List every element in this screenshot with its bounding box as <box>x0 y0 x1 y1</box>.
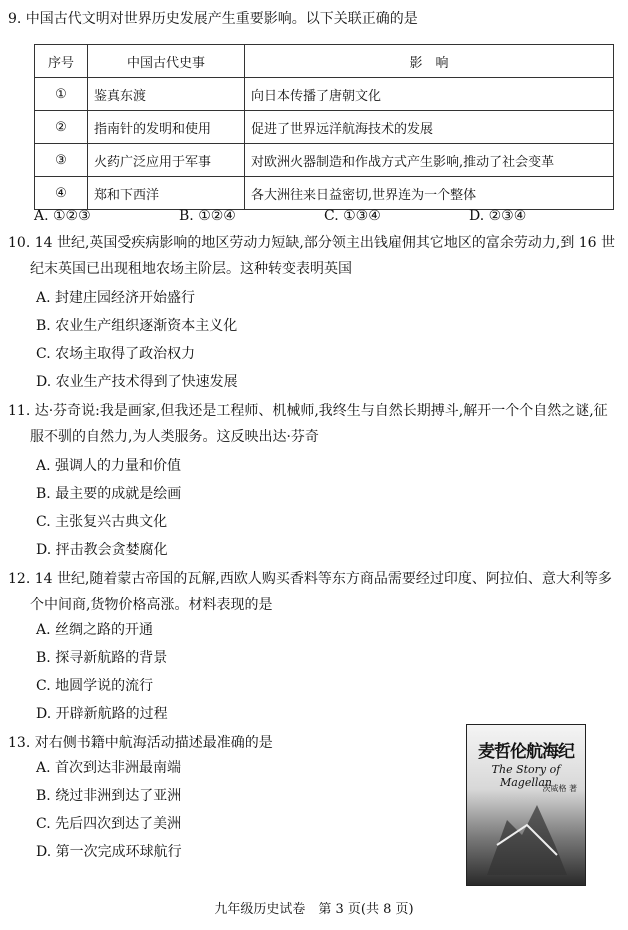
table-row <box>35 78 614 111</box>
option-a[interactable]: A. ①②③ <box>34 208 91 224</box>
table-cell: ② <box>35 111 88 144</box>
table-row <box>35 111 614 144</box>
table-cell: ④ <box>35 177 88 210</box>
option-a[interactable]: A. 强调人的力量和价值 <box>36 458 182 474</box>
history-table <box>34 44 614 210</box>
question-12 <box>8 566 620 618</box>
ship-illustration-icon <box>467 725 585 885</box>
option-c[interactable]: C. 农场主取得了政治权力 <box>36 346 196 362</box>
question-13 <box>8 730 448 756</box>
table-cell: ① <box>35 78 88 111</box>
table-header-row <box>35 45 614 78</box>
table-cell: 促进了世界远洋航海技术的发展 <box>245 111 614 144</box>
option-b[interactable]: B. 绕过非洲到达了亚洲 <box>36 788 182 804</box>
question-9-stem: 9. 中国古代文明对世界历史发展产生重要影响。以下关联正确的是 <box>8 11 418 27</box>
option-b[interactable]: B. 最主要的成就是绘画 <box>36 486 182 502</box>
table-header: 影 响 <box>245 45 614 78</box>
option-b[interactable]: B. 探寻新航路的背景 <box>36 650 168 666</box>
question-9 <box>8 6 620 32</box>
question-13-stem: 13. 对右侧书籍中航海活动描述最准确的是 <box>8 735 273 751</box>
book-author: 茨威格 著 <box>542 784 577 793</box>
book-cover-image <box>466 724 586 886</box>
book-subtitle: The Story of Magellan <box>491 763 561 789</box>
table-cell: 指南针的发明和使用 <box>88 111 245 144</box>
table-cell: 向日本传播了唐朝文化 <box>245 78 614 111</box>
question-11 <box>8 398 620 450</box>
table-row <box>35 177 614 210</box>
option-a[interactable]: A. 首次到达非洲最南端 <box>36 760 182 776</box>
table-row <box>35 144 614 177</box>
option-c[interactable]: C. 地圆学说的流行 <box>36 678 154 694</box>
question-10-stem: 10. 14 世纪,英国受疾病影响的地区劳动力短缺,部分领主出钱雇佣其它地区的富余劳动力,到 16 世纪末英国已出现租地农场主阶层。这种转变表明英国 <box>8 235 616 277</box>
table-cell: 各大洲往来日益密切,世界连为一个整体 <box>245 177 614 210</box>
table-cell: 火药广泛应用于军事 <box>88 144 245 177</box>
question-12-stem: 12. 14 世纪,随着蒙古帝国的瓦解,西欧人购买香料等东方商品需要经过印度、阿拉伯、意大利等多个中间商,货物价格高涨。材料表现的是 <box>8 571 612 613</box>
table-cell: 郑和下西洋 <box>88 177 245 210</box>
option-a[interactable]: A. 丝绸之路的开通 <box>36 622 154 638</box>
option-d[interactable]: D. 开辟新航路的过程 <box>36 706 168 722</box>
option-a[interactable]: A. 封建庄园经济开始盛行 <box>36 290 196 306</box>
option-b[interactable]: B. ①②④ <box>179 208 236 224</box>
table-cell: 对欧洲火器制造和作战方式产生影响,推动了社会变革 <box>245 144 614 177</box>
question-10 <box>8 230 620 282</box>
option-c[interactable]: C. 先后四次到达了美洲 <box>36 816 182 832</box>
option-d[interactable]: D. 第一次完成环球航行 <box>36 844 182 860</box>
option-d[interactable]: D. 农业生产技术得到了快速发展 <box>36 374 238 390</box>
table-cell: 鉴真东渡 <box>88 78 245 111</box>
option-d[interactable]: D. ②③④ <box>469 208 527 224</box>
option-d[interactable]: D. 抨击教会贪婪腐化 <box>36 542 168 558</box>
page-footer: 九年级历史试卷 第 3 页(共 8 页) <box>214 902 414 917</box>
question-11-stem: 11. 达·芬奇说:我是画家,但我还是工程师、机械师,我终生与自然长期搏斗,解开一个个自然之谜,征服不驯的自然力,为人类服务。这反映出达·芬奇 <box>8 403 608 445</box>
option-c[interactable]: C. 主张复兴古典文化 <box>36 514 168 530</box>
table-header: 序号 <box>35 45 88 78</box>
book-title: 麦哲伦航海纪 <box>478 742 574 762</box>
table-cell: ③ <box>35 144 88 177</box>
table-header: 中国古代史事 <box>88 45 245 78</box>
option-b[interactable]: B. 农业生产组织逐渐资本主义化 <box>36 318 238 334</box>
question-9-options <box>34 206 614 226</box>
option-c[interactable]: C. ①③④ <box>324 208 381 224</box>
